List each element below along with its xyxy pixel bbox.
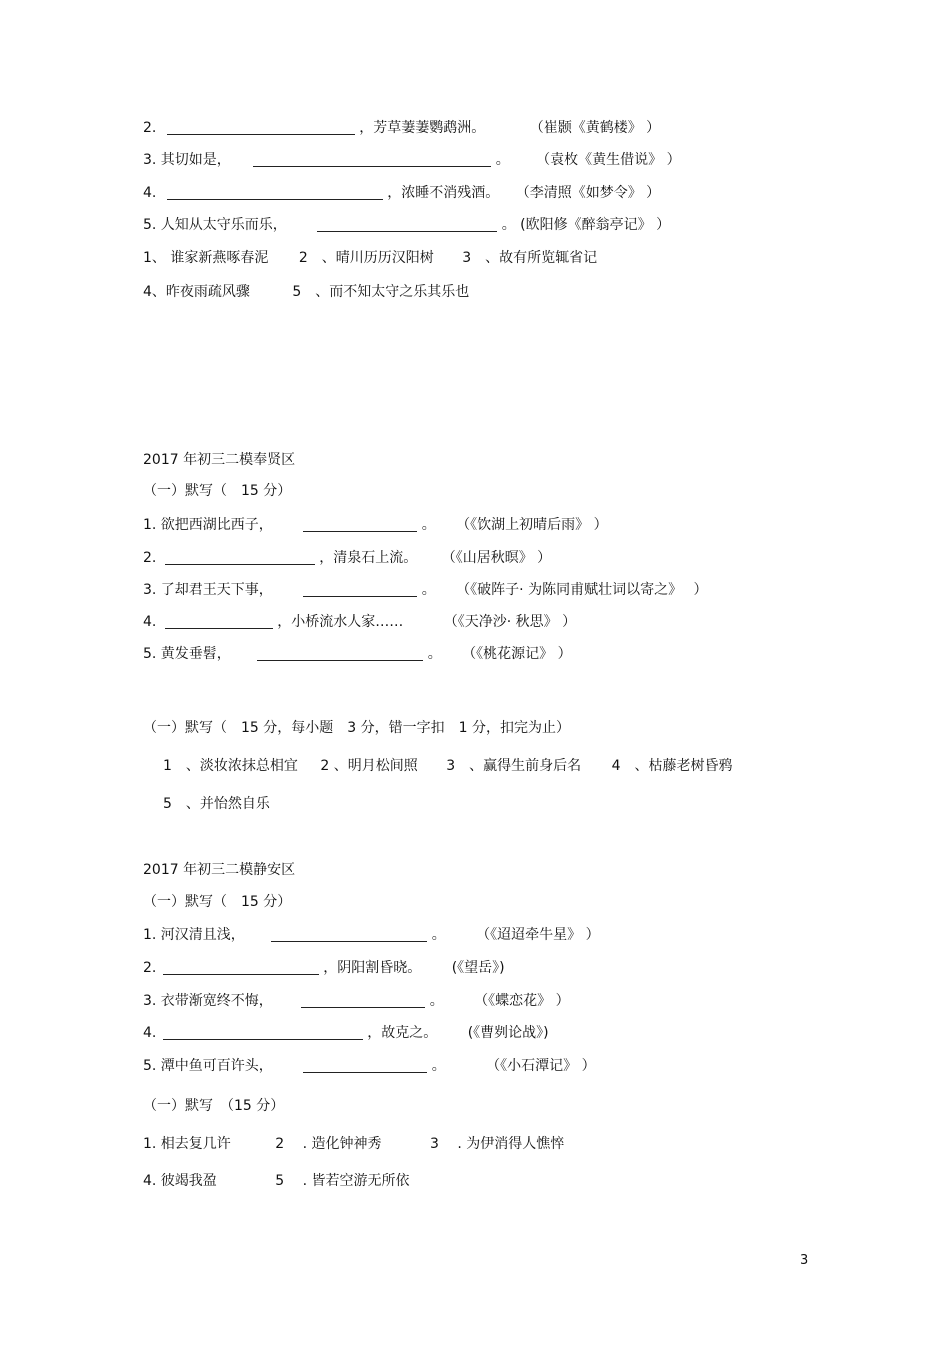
fill-line-1: 1. 欲把西湖比西子， 。 （《饮湖上初晴后雨》 ）: [143, 517, 608, 533]
answer-blank[interactable]: [271, 927, 427, 942]
answer-row-1: 1 、淡妆浓抹总相宜 2 、明月松间照 3 、赢得生前身后名 4 、枯藤老树昏鸦: [163, 758, 733, 774]
answer-row-2: 4. 彼竭我盈 5 . 皆若空游无所依: [143, 1173, 410, 1189]
fill-line-4: 4. ，浓睡不消残酒。 （李清照《如梦令》 ）: [143, 185, 661, 201]
fill-line-5: 5. 潭中鱼可百许头， 。 （《小石潭记》 ）: [143, 1058, 596, 1074]
answer-blank[interactable]: [303, 1058, 427, 1073]
answer-blank[interactable]: [167, 120, 355, 135]
answer-heading: （一）默写 （15 分）: [143, 1098, 285, 1114]
answer-blank[interactable]: [317, 217, 497, 232]
answer-blank[interactable]: [163, 1025, 363, 1040]
fill-line-5: 5. 黄发垂髫， 。 （《桃花源记》 ）: [143, 646, 572, 662]
answer-blank[interactable]: [163, 960, 319, 975]
fill-line-3: 3. 其切如是， 。 （袁枚《黄生借说》 ）: [143, 152, 681, 168]
answer-row-2: 5 、并怡然自乐: [163, 796, 270, 812]
page-number: 3: [800, 1253, 809, 1268]
fill-line-2: 2. ，芳草萋萋鹦鹉洲。 （崔颢《黄鹤楼》 ）: [143, 120, 661, 136]
fill-line-3: 3. 衣带渐宽终不悔， 。 （《蝶恋花》 ）: [143, 993, 570, 1009]
answer-row-1: 1. 相去复几许 2 . 造化钟神秀 3 . 为伊消得人憔悴: [143, 1136, 565, 1152]
answer-blank[interactable]: [167, 185, 383, 200]
answer-row-2: 4、昨夜雨疏风骤 5 、而不知太守之乐其乐也: [143, 284, 470, 300]
fill-line-1: 1. 河汉清且浅， 。 （《迢迢牵牛星》 ）: [143, 927, 600, 943]
fill-line-3: 3. 了却君王天下事， 。 （《破阵子· 为陈同甫赋壮词以寄之》 ）: [143, 582, 708, 598]
section-title: 2017 年初三二模奉贤区: [143, 452, 296, 468]
fill-line-5: 5. 人知从太守乐而乐， 。 (欧阳修《醉翁亭记》 ）: [143, 217, 671, 233]
answer-blank[interactable]: [253, 152, 491, 167]
answer-row-1: 1、 谁家新燕啄春泥 2 、晴川历历汉阳树 3 、故有所览辄省记: [143, 250, 598, 266]
answer-blank[interactable]: [165, 614, 273, 629]
answer-blank[interactable]: [301, 993, 425, 1008]
fill-line-4: 4. ，故克之。 (《曹刿论战》): [143, 1025, 549, 1041]
section-subtitle: （一）默写（ 15 分）: [143, 483, 292, 499]
answer-blank[interactable]: [257, 646, 423, 661]
answer-blank[interactable]: [303, 582, 417, 597]
fill-line-2: 2. ，清泉石上流。 （《山居秋暝》 ）: [143, 550, 552, 566]
answer-blank[interactable]: [165, 550, 315, 565]
section-title: 2017 年初三二模静安区: [143, 862, 296, 878]
answer-blank[interactable]: [303, 517, 417, 532]
fill-line-2: 2. ，阴阳割昏晓。 (《望岳》): [143, 960, 505, 976]
section-subtitle: （一）默写（ 15 分）: [143, 894, 292, 910]
answer-heading: （一）默写（ 15 分，每小题 3 分，错一字扣 1 分，扣完为止）: [143, 720, 570, 736]
fill-line-4: 4. ，小桥流水人家…… （《天净沙· 秋思》 ）: [143, 614, 577, 630]
